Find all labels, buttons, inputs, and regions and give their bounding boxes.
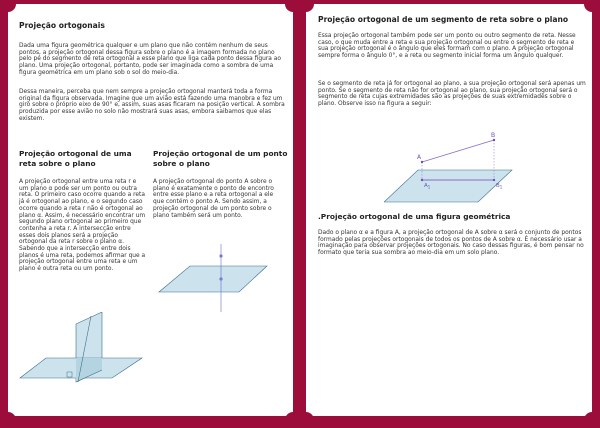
left-page-title: Projeção ortogonais [19,21,105,30]
figure-segment-plane [384,130,514,208]
segment-paragraph-2: Se o segmento de reta já for ortogonal ao plano, a sua projeção ortogonal será apenas um ponto. Se o segmento de reta não for ortogonal ao plano, sua projeção ortogonal será o segmento de reta cujas extremidades são as projeções de suas extremidades sobre o plano. Observe isso na figura a seguir: [318,81,586,108]
intro-paragraph-1: Dada uma figura geométrica qualquer e um plano que não contém nenhum de seus pontos, a projeção ortogonal dessa figura sobre o plano é a imagem formada no plano pelo pé do segmento de reta ortogonal a esse plano que liga cada ponto dessa figura ao plano. Uma projeção ortogonal, portanto, pode ser imaginada como a sombra de uma figura geométrica em um plano sob o sol do meio-dia. [19,43,281,76]
point-a1-mark [421,179,423,181]
col1-text: A projeção ortogonal entre uma reta r e um plano α pode ser um ponto ou outra reta. O primeiro caso ocorre quando a reta já é ortogonal ao plano, e o segundo caso ocorre quando a reta r não é ortogonal ao plano α. Assim, é necessário encontrar um segundo plano ortogonal ao primeiro que contenha a reta r. A intersecção entre esses dois planos será a projeção ortogonal da reta r sobre o plano α. Sabendo que a intersecção entre dois planos é uma reta, podemos afirmar que a projeção ortogonal entre uma reta e um plano é outra reta ou um ponto. [19,179,146,273]
corner-decoration [584,0,600,12]
point-projection [219,277,222,280]
point-b-mark [493,139,495,141]
plane-alpha [159,266,267,292]
corner-decoration [298,412,314,428]
plane-intersection-shade [76,358,102,382]
plane [384,170,512,202]
col2-text: A projeção ortogonal do ponto A sobre o plano é exatamente o ponto de encontro entre esse plano e a reta ortogonal a ele que contém o ponto A. Sendo assim, a projeção ortogonal de um ponto sobre o plano também será um ponto. [153,179,274,219]
point-a-mark [421,161,423,163]
left-page [8,4,293,416]
point-a [219,254,222,257]
section-title: .Projeção ortogonal de uma figura geométrica [318,212,511,221]
figure-line-plane [18,312,146,396]
label-b1: $B_1$ [496,183,503,190]
section-text: Dado o plano α e a figura A, a projeção ortogonal de A sobre α será o conjunto de pontos formado pelas projeções ortogonais de todos os pontos de A sobre α. É necessário usar a imaginação para observar projeções ortogonais. No caso dessas figuras, é bom pensar no formato que teria sua sombra ao meio-dia em um solo plano. [318,230,584,257]
figure-point-plane [153,244,283,316]
corner-decoration [584,412,600,428]
segment-ab [422,140,494,162]
intro-paragraph-2: Dessa maneira, perceba que nem sempre a projeção ortogonal manterá toda a forma original da figura observada. Imagine que um avião está fazendo uma manobra e fez um giro sobre o próprio eixo de 90° e, assim, suas asas ficaram na posição vertical. A sombra produzida por esse avião no solo não mostrará suas asas, embora saibamos que elas existem. [19,89,285,122]
segment-paragraph-1: Essa projeção ortogonal também pode ser um ponto ou outro segmento de reta. Nesse caso, o que muda entre a reta e sua projeção ortogonal ou entre o segmento de reta e sua projeção ortogonal é o ângulo que eles formam com o plano. A projeção ortogonal sempre forma o ângulo 0°, e a reta ou segmento inicial forma um ângulo qualquer. [318,33,576,60]
corner-decoration [0,412,16,428]
col2-title: Projeção ortogonal de um ponto sobre o plano [153,149,288,168]
point-b1-mark [493,179,495,181]
right-page [306,4,592,416]
label-b: B [491,132,496,139]
right-page-title: Projeção ortogonal de um segmento de reta sobre o plano [318,15,569,24]
label-a: A [417,154,422,161]
col1-title: Projeção ortogonal de uma reta sobre o plano [19,149,132,168]
label-a1: $A_1$ [424,183,431,190]
